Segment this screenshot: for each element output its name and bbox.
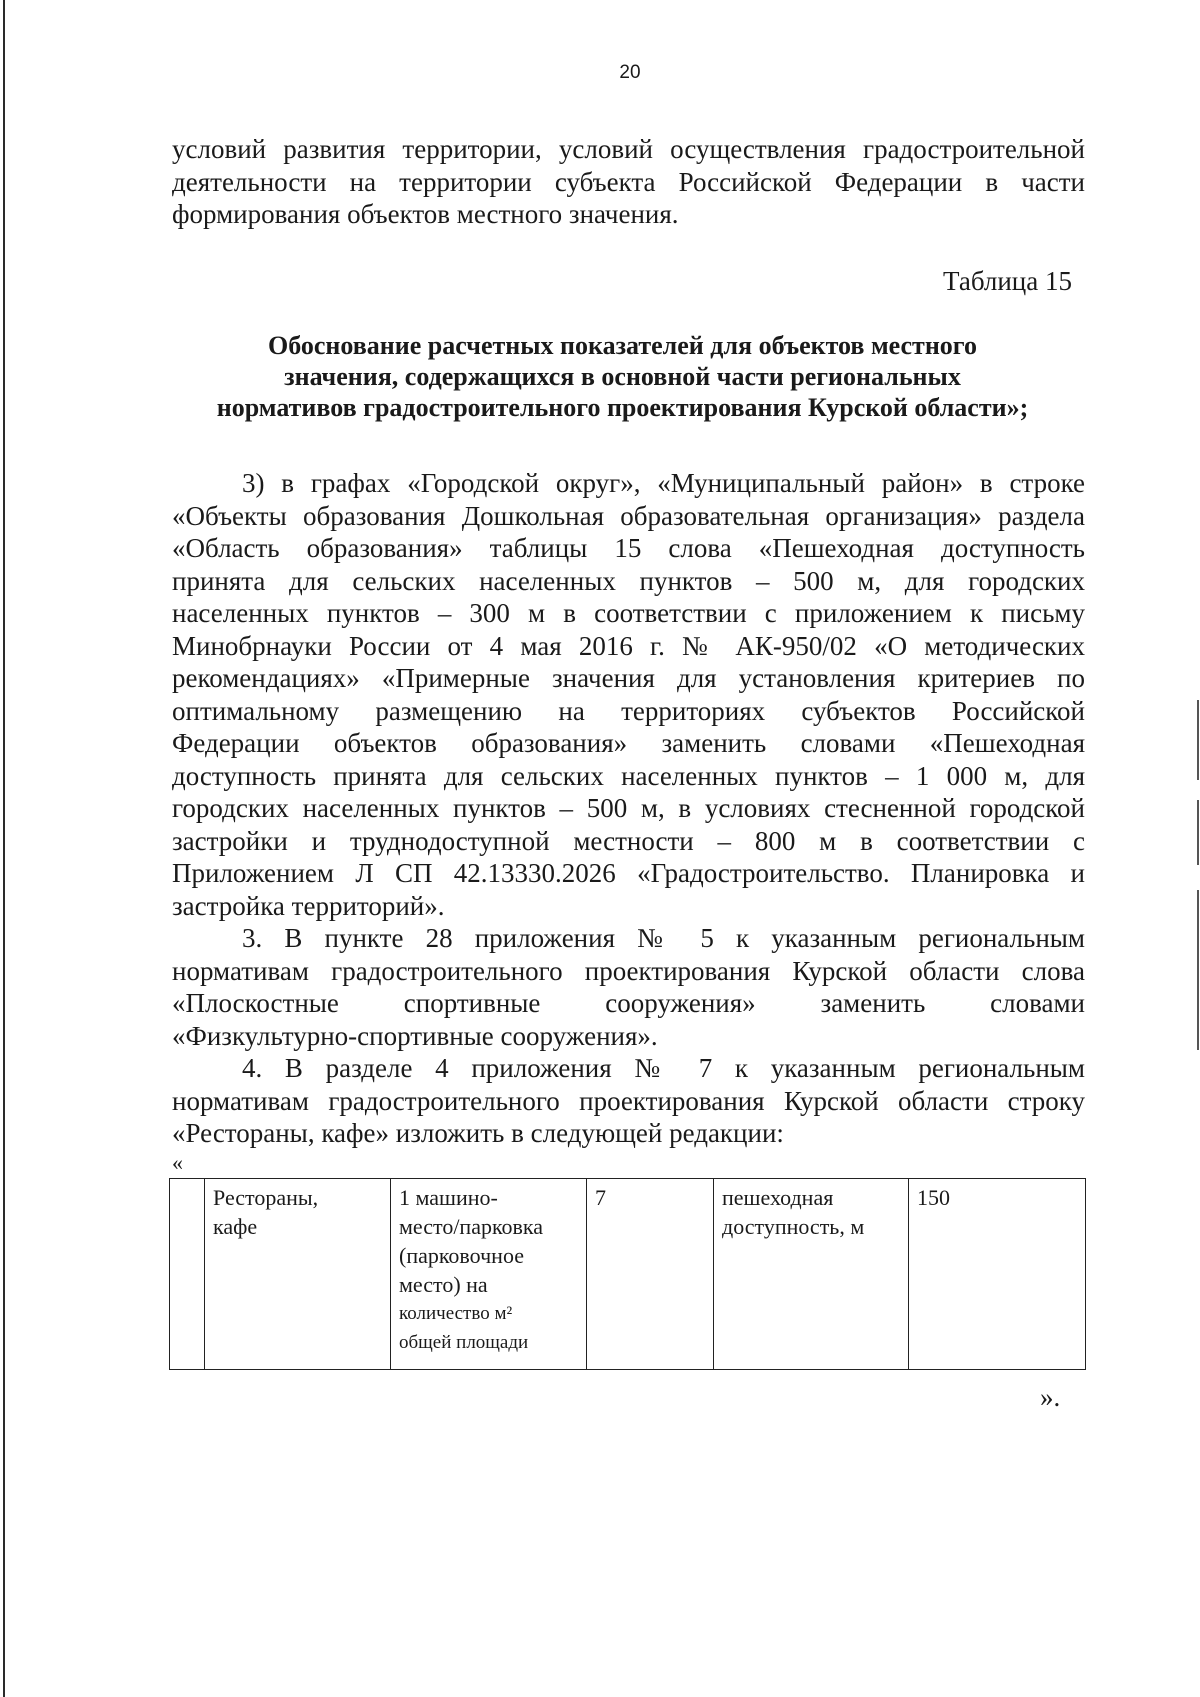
text-line: принята для сельских населенных пунктов – 500 м, для городских <box>172 565 1085 596</box>
cell-line: место) на <box>399 1272 488 1297</box>
item-3-paragraph <box>172 467 1085 922</box>
scan-edge-right <box>1197 800 1199 865</box>
text-line: доступность принята для сельских населенных пунктов – 1 000 м, для <box>172 760 1085 791</box>
point-4-paragraph <box>172 1052 1085 1150</box>
scan-edge-left <box>3 0 5 1697</box>
table-cell-value: 7 <box>587 1179 714 1370</box>
text-line: «Физкультурно-спортивные сооружения». <box>172 1020 658 1051</box>
scan-edge-right <box>1197 700 1199 780</box>
cell-line: Рестораны, <box>213 1185 319 1210</box>
heading-line: нормативов градостроительного проектирования Курской области»; <box>216 393 1029 422</box>
cell-line: место/парковка <box>399 1214 544 1239</box>
cell-line: количество м² <box>399 1303 513 1324</box>
table-cell-distance: 150 <box>909 1179 1086 1370</box>
cell-line: общей площади <box>399 1332 529 1353</box>
text-line: застройка территорий». <box>172 890 445 921</box>
text-line: 4. В разделе 4 приложения № 7 к указанным региональным <box>242 1053 1085 1083</box>
text-line: нормативам градостроительного проектирования Курской области слова <box>172 955 1085 986</box>
table-row <box>170 1179 1086 1370</box>
text-line: формирования объектов местного значения. <box>172 199 679 229</box>
heading-line: значения, содержащихся в основной части региональных <box>284 362 961 391</box>
text-line: условий развития территории, условий осуществления градостроительной <box>172 134 1085 164</box>
cell-line: (парковочное <box>399 1243 524 1268</box>
point-3-paragraph <box>172 922 1085 1052</box>
text-line: «Объекты образования Дошкольная образовательная организация» раздела <box>172 500 1085 531</box>
text-line: 3) в графах «Городской округ», «Муниципальный район» в строке <box>242 468 1085 498</box>
text-line: «Рестораны, кафе» изложить в следующей редакции: <box>172 1118 784 1148</box>
table-cell-indicator <box>391 1179 587 1370</box>
text-line: застройки и труднодоступной местности – 800 м в соответствии с <box>172 825 1085 856</box>
text-line: рекомендациях» «Примерные значения для установления критериев по <box>172 663 1085 693</box>
table-label: Таблица 15 <box>943 266 1072 296</box>
cell-line: 1 машино- <box>399 1185 498 1210</box>
cell-line: доступность, м <box>722 1214 865 1239</box>
table-heading <box>150 330 1095 423</box>
text-line: Федерации объектов образования» заменить словами «Пешеходная <box>172 728 1085 758</box>
table-cell-accessibility <box>714 1179 909 1370</box>
text-line: деятельности на территории субъекта Российской Федерации в части <box>172 166 1085 197</box>
text-line: «Плоскостные спортивные сооружения» заменить словами <box>172 988 1085 1018</box>
restaurants-row-table <box>169 1178 1086 1370</box>
cell-line: пешеходная <box>722 1185 834 1210</box>
quote-open: « <box>172 1150 183 1175</box>
page-number: 20 <box>619 62 641 83</box>
intro-paragraph <box>172 133 1085 231</box>
text-line: 3. В пункте 28 приложения № 5 к указанным региональным <box>242 923 1085 953</box>
quote-close: ». <box>1040 1382 1061 1412</box>
text-line: «Область образования» таблицы 15 слова «Пешеходная доступность <box>172 533 1085 563</box>
cell-line: кафе <box>213 1214 258 1239</box>
heading-line: Обоснование расчетных показателей для объектов местного <box>268 331 977 360</box>
text-line: городских населенных пунктов – 500 м, в условиях стесненной городской <box>172 793 1085 823</box>
text-line: нормативам градостроительного проектирования Курской области строку <box>172 1085 1085 1116</box>
text-line: оптимальному размещению на территориях субъектов Российской <box>172 695 1085 726</box>
table-cell-object <box>205 1179 391 1370</box>
text-line: Приложением Л СП 42.13330.2026 «Градостроительство. Планировка и <box>172 858 1085 888</box>
text-line: населенных пунктов – 300 м в соответствии с приложением к письму <box>172 598 1085 628</box>
scan-edge-right <box>1197 890 1199 1050</box>
text-line: Минобрнауки России от 4 мая 2016 г. № АК-950/02 «О методических <box>172 630 1085 661</box>
table-cell-blank <box>170 1179 205 1370</box>
